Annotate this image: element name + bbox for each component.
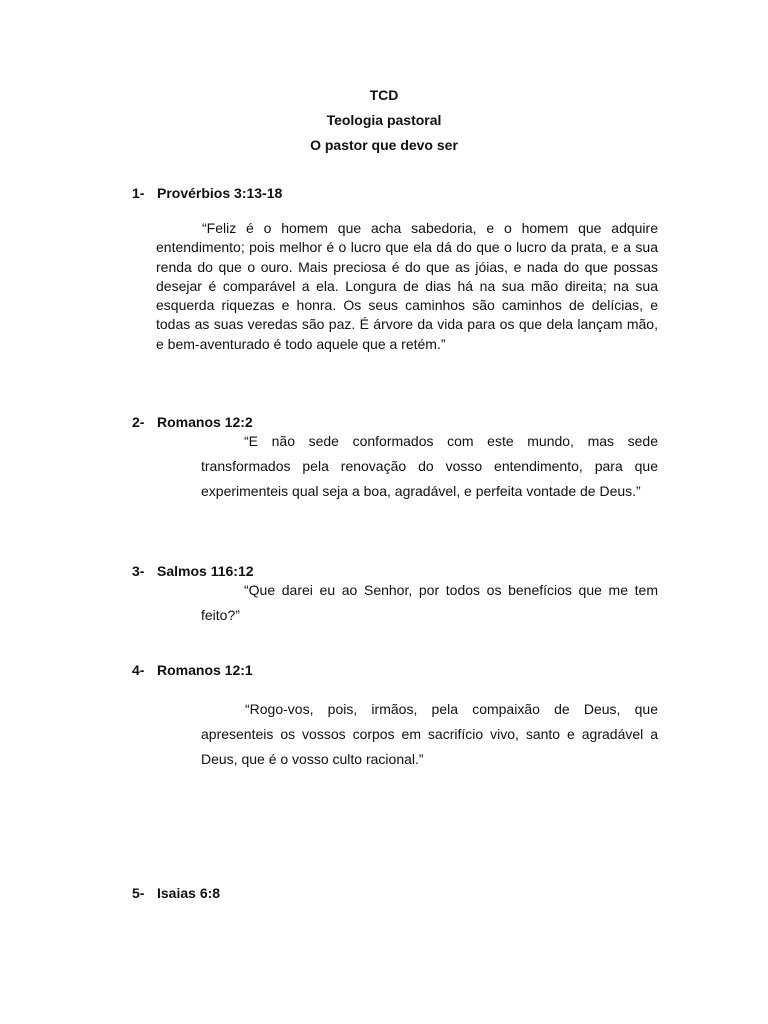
section-reference: Isaias 6:8 <box>157 885 221 901</box>
section-heading-5 <box>132 884 220 902</box>
document-topic: O pastor que devo ser <box>310 137 458 153</box>
section-reference: Romanos 12:2 <box>157 414 253 430</box>
section-reference: Romanos 12:1 <box>157 662 253 678</box>
section-reference: Salmos 116:12 <box>157 563 254 579</box>
section-quote-2 <box>201 429 658 504</box>
quote-text: “Que darei eu ao Senhor, por todos os benefícios que me tem feito?” <box>201 582 658 623</box>
quote-text: “E não sede conformados com este mundo, mas sede transformados pela renovação do vosso entendimento, para que experimenteis qual seja a boa, agradável, e perfeita vontade de Deus.” <box>201 433 658 499</box>
section-quote-1: “Feliz é o homem que acha sabedoria, e o homem que adquire entendimento; pois melhor é o lucro que ela dá do que o lucro da prata, e a sua renda do que o ouro. Mais preciosa é do que as jóias, e nada do que possas desejar é comparável a ela. Longura de dias há na sua mão direita; na sua esquerda riquezas e honra. Os seus caminhos são caminhos de delícias, e todas as suas veredas são paz. É árvore da vida para os que dela lançam mão, e bem-aventurado é todo aquele que a retém.” <box>156 220 658 352</box>
section-heading-1 <box>132 184 282 202</box>
document-title: TCD <box>369 87 399 103</box>
document-subtitle: Teologia pastoral <box>326 112 442 128</box>
quote-text: “Rogo-vos, pois, irmãos, pela compaixão de Deus, que apresenteis os vossos corpos em sacrifício vivo, santo e agradável a Deus, que é o vosso culto racional.” <box>201 701 658 767</box>
section-quote-3 <box>201 578 658 628</box>
section-heading-4 <box>132 661 253 679</box>
section-quote-4 <box>201 697 658 772</box>
section-number: 5- <box>132 885 145 901</box>
section-number: 3- <box>132 563 145 579</box>
section-number: 4- <box>132 662 145 678</box>
section-number: 2- <box>132 414 145 430</box>
section-reference: Provérbios 3:13-18 <box>157 185 283 201</box>
section-number: 1- <box>132 185 145 201</box>
